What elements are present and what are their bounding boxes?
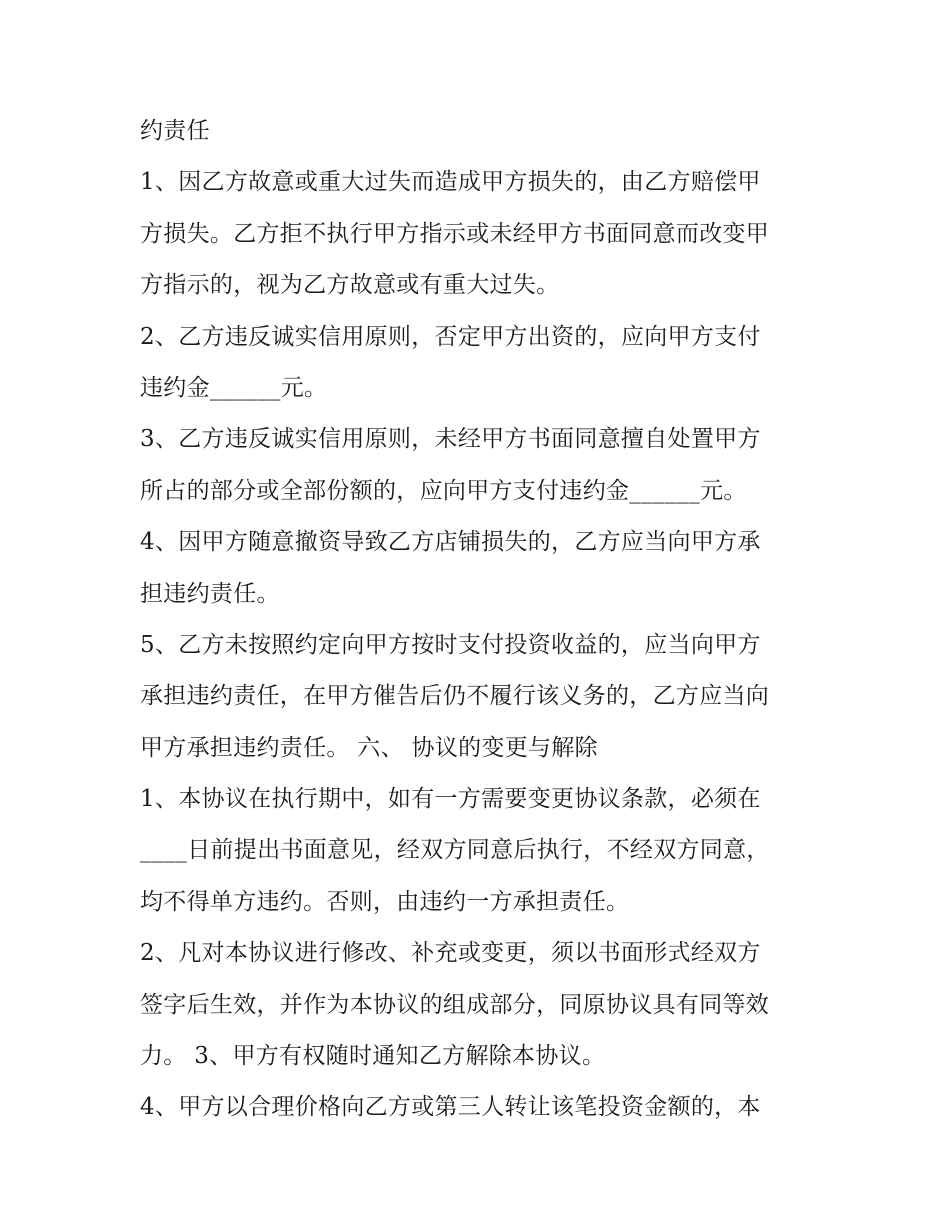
- text-line: 违约金______元。: [140, 374, 328, 401]
- text-line: 4、甲方以合理价格向乙方或第三人转让该笔投资金额的，本: [140, 1094, 761, 1121]
- text-line: 签字后生效，并作为本协议的组成部分，同原协议具有同等效: [140, 991, 770, 1018]
- text-line: 所占的部分或全部份额的，应向甲方支付违约金______元。: [140, 477, 747, 504]
- text-line: ____日前提出书面意见，经双方同意后执行，不经双方同意，: [140, 837, 770, 864]
- text-line: 4、因甲方随意撤资导致乙方店铺损失的，乙方应当向甲方承: [140, 529, 761, 556]
- text-line: 承担违约责任，在甲方催告后仍不履行该义务的，乙方应当向: [140, 683, 770, 710]
- text-line: 担违约责任。: [140, 580, 280, 607]
- text-line: 2、乙方违反诚实信用原则，否定甲方出资的，应向甲方支付: [140, 323, 761, 350]
- text-line: 方损失。乙方拒不执行甲方指示或未经甲方书面同意而改变甲: [140, 220, 770, 247]
- text-line: 2、凡对本协议进行修改、补充或变更，须以书面形式经双方: [140, 940, 761, 967]
- text-line: 1、本协议在执行期中，如有一方需要变更协议条款，必须在: [140, 786, 761, 813]
- text-line: 甲方承担违约责任。 六、 协议的变更与解除: [140, 734, 598, 761]
- text-line: 约责任: [140, 118, 210, 144]
- document-body: [140, 106, 820, 1134]
- text-line: 方指示的，视为乙方故意或有重大过失。: [140, 272, 560, 299]
- text-line: 5、乙方未按照约定向甲方按时支付投资收益的，应当向甲方: [140, 631, 761, 658]
- text-line: 均不得单方违约。否则，由违约一方承担责任。: [140, 888, 630, 915]
- text-line: 力。 3、甲方有权随时通知乙方解除本协议。: [140, 1043, 606, 1070]
- text-line: 1、因乙方故意或重大过失而造成甲方损失的，由乙方赔偿甲: [140, 169, 761, 196]
- text-line: 3、乙方违反诚实信用原则，未经甲方书面同意擅自处置甲方: [140, 426, 761, 453]
